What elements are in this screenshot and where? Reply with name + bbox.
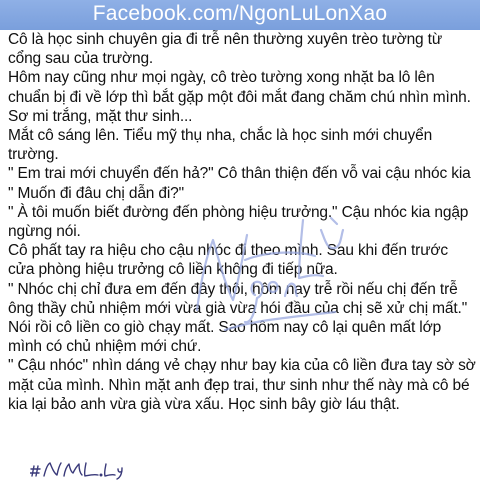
source-banner (0, 0, 480, 30)
story-paragraph-7: Cô phất tay ra hiệu cho cậu nhóc đi theo mình. Sau khi đến trước cửa phòng hiệu trưởng cô liền không đi tiếp nữa. (8, 242, 449, 279)
story-paragraph-10: " Cậu nhóc" nhìn dáng vẻ chạy như bay kia của cô liền đưa tay sờ sờ mặt của mình. Nhìn mặt anh đẹp trai, thư sinh như thế này mà cô bé kia lại bảo anh vừa già vừa xấu. Học sinh bây giờ láu thật. (8, 357, 476, 413)
story-paragraph-2: Hôm nay cũng như mọi ngày, cô trèo tường xong nhặt ba lô lên chuẩn bị đi về lớp thì bắt gặp một đôi mắt đang chăm chú nhìn mình. (8, 69, 471, 106)
signature-mark (30, 458, 130, 480)
story-paragraph-3: Sơ mi trắng, mặt thư sinh... (8, 107, 193, 125)
story-paragraph-1: Cô là học sinh chuyên gia đi trễ nên thường xuyên trèo tường từ cổng sau của trường. (8, 31, 443, 68)
story-paragraph-4: Mắt cô sáng lên. Tiểu mỹ thụ nha, chắc là học sinh mới chuyển trường. (8, 127, 433, 164)
source-banner-text: Facebook.com/NgonLuLonXao (92, 2, 388, 25)
story-paragraph-6: " À tôi muốn biết đường đến phòng hiệu trưởng." Cậu nhóc kia ngập ngừng nói. (8, 203, 469, 241)
story-text (8, 30, 476, 480)
story-paragraph-8: " Nhóc chị chỉ đưa em đến đây thôi, hôm nay trễ rồi nếu chị đến trễ ông thầy chủ nhiệm mới vừa già vừa hói đầu của chị sẽ xử chị mất." (8, 280, 468, 317)
story-paragraph-5: " Em trai mới chuyển đến hả?" Cô thân thiện đến vỗ vai cậu nhóc kia " Muốn đi đâu chị dẫn đi?" (8, 165, 471, 202)
story-paragraph-9: Nói rồi cô liền co giò chạy mất. Sao hôm nay cô lại quên mất lớp mình có chủ nhiệm mới chứ. (8, 319, 442, 356)
